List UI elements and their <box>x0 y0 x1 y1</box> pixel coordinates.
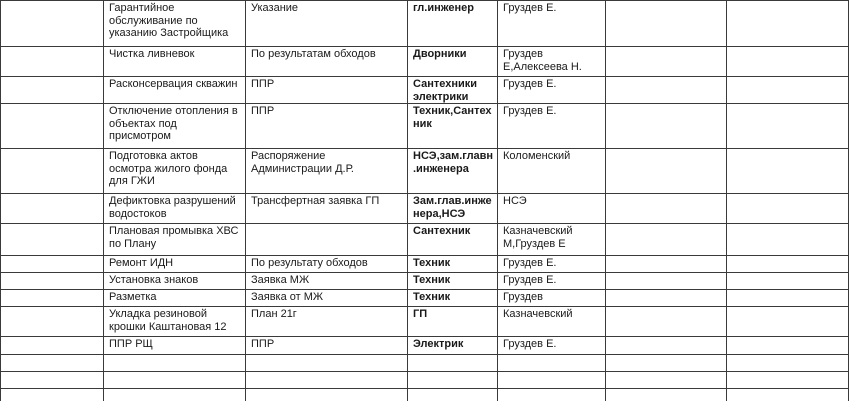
cell-work: Плановая промывка ХВС по Плану <box>104 224 246 256</box>
table-row <box>1 355 849 372</box>
cell-empty <box>727 355 849 372</box>
cell-basis: Заявка от МЖ <box>246 290 408 307</box>
cell-empty <box>606 355 727 372</box>
cell-empty <box>606 389 727 401</box>
cell-basis <box>246 389 408 401</box>
cell-basis: ППР <box>246 337 408 355</box>
cell-basis: ППР <box>246 104 408 149</box>
cell-empty <box>727 104 849 149</box>
cell-resp: НСЭ,зам.главн .инженера <box>408 149 498 194</box>
cell-basis: Указание <box>246 1 408 47</box>
cell-work <box>104 355 246 372</box>
cell-work: Гарантийное обслуживание по указанию Застройщика <box>104 1 246 47</box>
cell-empty <box>727 290 849 307</box>
cell-empty <box>606 77 727 104</box>
table-row <box>1 104 849 149</box>
cell-empty <box>606 307 727 337</box>
table-row <box>1 149 849 194</box>
cell-empty <box>606 337 727 355</box>
cell-empty <box>606 47 727 77</box>
row-number-cell <box>1 290 104 307</box>
cell-exec: Груздев Е. <box>498 256 606 273</box>
cell-empty <box>727 337 849 355</box>
cell-empty <box>606 1 727 47</box>
row-number-cell <box>1 389 104 401</box>
cell-empty <box>727 77 849 104</box>
cell-basis <box>246 372 408 389</box>
cell-resp: Техник <box>408 256 498 273</box>
cell-exec <box>498 372 606 389</box>
table-row <box>1 256 849 273</box>
cell-basis: По результату обходов <box>246 256 408 273</box>
table-row <box>1 389 849 401</box>
table-row <box>1 307 849 337</box>
table-row <box>1 194 849 224</box>
table-row <box>1 337 849 355</box>
cell-work <box>104 389 246 401</box>
cell-resp: Сантехник <box>408 224 498 256</box>
row-number-cell <box>1 337 104 355</box>
cell-resp: Зам.глав.инже нера,НСЭ <box>408 194 498 224</box>
cell-resp: Техник,Сантех ник <box>408 104 498 149</box>
table-row <box>1 290 849 307</box>
cell-empty <box>606 194 727 224</box>
row-number-cell <box>1 372 104 389</box>
cell-work: Разметка <box>104 290 246 307</box>
row-number-cell <box>1 224 104 256</box>
table-body <box>1 1 849 401</box>
cell-resp: ГП <box>408 307 498 337</box>
cell-resp: Техник <box>408 273 498 290</box>
cell-empty <box>727 389 849 401</box>
cell-empty <box>727 256 849 273</box>
table-row <box>1 224 849 256</box>
cell-resp: гл.инженер <box>408 1 498 47</box>
cell-exec: Казначевский М,Груздев Е <box>498 224 606 256</box>
table-row <box>1 372 849 389</box>
cell-empty <box>727 273 849 290</box>
cell-exec: Груздев Е. <box>498 104 606 149</box>
cell-basis: Трансфертная заявка ГП <box>246 194 408 224</box>
cell-empty <box>606 290 727 307</box>
cell-resp <box>408 372 498 389</box>
cell-empty <box>606 273 727 290</box>
row-number-cell <box>1 1 104 47</box>
cell-work: Подготовка актов осмотра жилого фонда для ГЖИ <box>104 149 246 194</box>
cell-basis: План 21г <box>246 307 408 337</box>
cell-empty <box>606 372 727 389</box>
cell-exec <box>498 389 606 401</box>
cell-basis: По результатам обходов <box>246 47 408 77</box>
table-row <box>1 77 849 104</box>
cell-resp <box>408 355 498 372</box>
cell-exec: Груздев Е. <box>498 273 606 290</box>
cell-work: Установка знаков <box>104 273 246 290</box>
cell-work <box>104 372 246 389</box>
table-row <box>1 1 849 47</box>
cell-basis: Заявка МЖ <box>246 273 408 290</box>
cell-empty <box>727 307 849 337</box>
row-number-cell <box>1 273 104 290</box>
table-row <box>1 47 849 77</box>
cell-resp <box>408 389 498 401</box>
cell-work: Чистка ливневок <box>104 47 246 77</box>
cell-basis: ППР <box>246 77 408 104</box>
cell-resp: Дворники <box>408 47 498 77</box>
cell-empty <box>727 47 849 77</box>
cell-basis <box>246 224 408 256</box>
cell-exec <box>498 355 606 372</box>
row-number-cell <box>1 77 104 104</box>
cell-exec: Груздев Е,Алексеева Н. <box>498 47 606 77</box>
cell-exec: Казначевский <box>498 307 606 337</box>
cell-empty <box>727 224 849 256</box>
row-number-cell <box>1 47 104 77</box>
cell-work: Расконсервация скважин <box>104 77 246 104</box>
cell-exec: Груздев Е. <box>498 337 606 355</box>
cell-empty <box>727 149 849 194</box>
cell-resp: Сантехники электрики <box>408 77 498 104</box>
cell-work: Ремонт ИДН <box>104 256 246 273</box>
cell-exec: Груздев Е. <box>498 77 606 104</box>
cell-exec: НСЭ <box>498 194 606 224</box>
cell-empty <box>606 104 727 149</box>
cell-empty <box>606 224 727 256</box>
cell-resp: Электрик <box>408 337 498 355</box>
cell-empty <box>727 372 849 389</box>
table-row <box>1 273 849 290</box>
cell-work: Дефиктовка разрушений водостоков <box>104 194 246 224</box>
cell-empty <box>727 194 849 224</box>
row-number-cell <box>1 355 104 372</box>
row-number-cell <box>1 307 104 337</box>
cell-empty <box>606 256 727 273</box>
cell-empty <box>727 1 849 47</box>
cell-exec: Груздев <box>498 290 606 307</box>
cell-work: Укладка резиновой крошки Каштановая 12 <box>104 307 246 337</box>
row-number-cell <box>1 104 104 149</box>
cell-resp: Техник <box>408 290 498 307</box>
cell-work: Отключение отопления в объектах под присмотром <box>104 104 246 149</box>
row-number-cell <box>1 149 104 194</box>
row-number-cell <box>1 256 104 273</box>
cell-exec: Груздев Е. <box>498 1 606 47</box>
row-number-cell <box>1 194 104 224</box>
cell-basis <box>246 355 408 372</box>
cell-exec: Коломенский <box>498 149 606 194</box>
cell-empty <box>606 149 727 194</box>
cell-work: ППР РЩ <box>104 337 246 355</box>
cell-basis: Распоряжение Администрации Д.Р. <box>246 149 408 194</box>
